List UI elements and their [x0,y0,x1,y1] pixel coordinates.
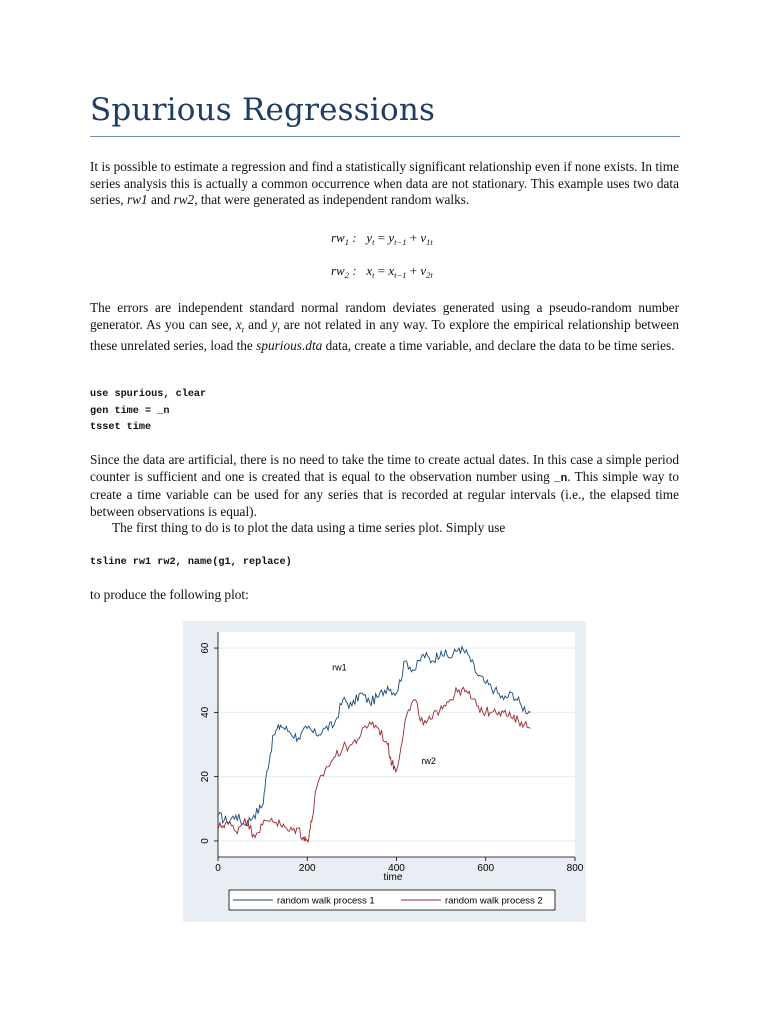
code-line: use spurious, clear [90,389,207,400]
intro-and: and [147,192,174,208]
y-tick-label: 40 [200,706,211,718]
y-tick-label: 60 [200,642,211,654]
page-title: Spurious Regressions [90,92,436,128]
plot-intro-text: to produce the following plot: [90,587,249,602]
x-axis-label: time [383,872,403,883]
time-variable-paragraph: Since the data are artificial, there is no need to take the time to create actual dates. In this case a simple period counter is sufficient and one is created that is equal to the observation number using _n. This simple way to create a time variable can be used for any series that is recorded at regular intervals (i.e., the elapsed time between observations is equal). The first thing to do is to plot the data using a time series plot. Simply use [90,452,679,536]
intro-rw2: rw2 [173,192,195,208]
plot-instruction-text: The first thing to do is to plot the data using a time series plot. Simply use [112,520,506,536]
intro-paragraph [90,159,679,209]
x-tick-label: 400 [388,863,405,874]
y-tick-label: 20 [200,771,211,783]
time-series-chart [183,621,586,922]
time-series-plot [183,621,586,922]
inline-code-n: _n [554,472,568,485]
intro-text-2: , that were generated as independent random walks. [194,192,470,208]
y-tick-label: 0 [200,838,211,844]
plot-area [218,632,575,857]
equation-rw1: $rw_1$ : $y_t = y_{t-1} + v_{1t}$ [331,230,433,247]
series-annotation: rw2 [421,755,436,766]
title-underline [90,136,680,137]
x-tick-label: 800 [566,863,584,874]
errors-paragraph: The errors are independent standard normal random deviates generated using a pseudo-random number generator. As you can see, $x_t$ and $y_t$ are not related in any way. To explore the empirical relationship between these unrelated series, load the spurious.dta data, create a time variable, and declare the data to be time series. [90,300,679,353]
code-line: tsset time [90,422,152,433]
x-tick-label: 0 [215,863,221,874]
equation-rw2: $rw_2$ : $x_t = x_{t-1} + v_{2t}$ [331,263,433,280]
intro-text-1: It is possible to estimate a regression and find a statistically significant relationship even if none exists. In time series analysis this is actually a common occurrence when data are not stationary. This example uses two data series, [90,159,679,208]
code-block-tsline: tsline rw1 rw2, name(g1, replace) [90,557,292,568]
legend-label: random walk process 1 [277,895,375,907]
filename-spurious-dta: spurious.dta [256,337,323,353]
x-tick-label: 600 [477,863,495,874]
intro-rw1: rw1 [126,192,148,208]
code-line: gen time = _n [90,405,170,417]
series-annotation: rw1 [332,662,347,673]
legend-label: random walk process 2 [445,895,543,907]
x-tick-label: 200 [298,863,316,874]
code-block-load [90,387,206,437]
